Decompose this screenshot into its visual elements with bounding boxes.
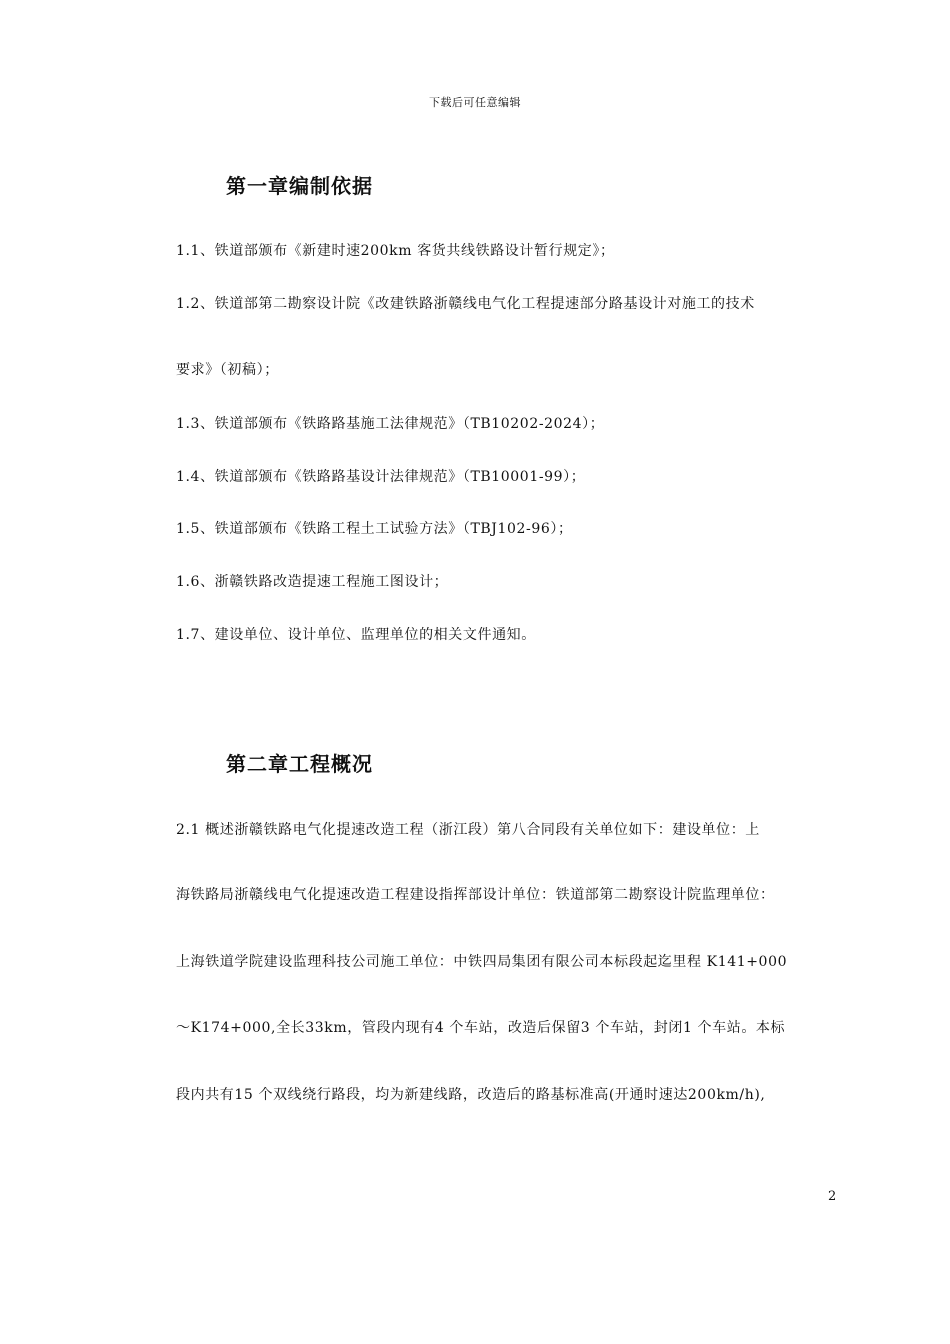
chapter-2-line-5: 段内共有15 个双线绕行路段，均为新建线路，改造后的路基标准高(开通时速达200km/h),: [176, 1087, 766, 1103]
chapter-1-title: 第一章编制依据: [226, 174, 373, 198]
header-note: 下载后可任意编辑: [429, 96, 521, 109]
chapter-1-item-1: 1.1、铁道部颁布《新建时速200km 客货共线铁路设计暂行规定》；: [176, 243, 615, 259]
chapter-1-item-5: 1.5、铁道部颁布《铁路工程土工试验方法》（TBJ102-96）；: [176, 521, 573, 537]
chapter-2-line-3: 上海铁道学院建设监理科技公司施工单位：中铁四局集团有限公司本标段起迄里程 K141+000: [176, 954, 788, 970]
chapter-1-item-7: 1.7、建设单位、设计单位、监理单位的相关文件通知。: [176, 627, 536, 643]
page-number: 2: [828, 1189, 837, 1204]
chapter-1-item-2-continued: 要求》（初稿）；: [176, 362, 279, 378]
chapter-1-item-4: 1.4、铁道部颁布《铁路路基设计法律规范》（TB10001-99）；: [176, 469, 586, 485]
chapter-2-title: 第二章工程概况: [226, 752, 373, 776]
chapter-1-item-6: 1.6、浙赣铁路改造提速工程施工图设计；: [176, 574, 449, 590]
chapter-2-line-1: 2.1 概述浙赣铁路电气化提速改造工程（浙江段）第八合同段有关单位如下：建设单位：上: [176, 822, 760, 838]
chapter-1-item-2: 1.2、铁道部第二勘察设计院《改建铁路浙赣线电气化工程提速部分路基设计对施工的技术: [176, 296, 755, 312]
chapter-2-line-4: ～K174+000,全长33km，管段内现有4 个车站，改造后保留3 个车站，封闭1 个车站。本标: [176, 1020, 786, 1036]
chapter-1-item-3: 1.3、铁道部颁布《铁路路基施工法律规范》（TB10202-2024）；: [176, 416, 605, 432]
chapter-2-line-2: 海铁路局浙赣线电气化提速改造工程建设指挥部设计单位：铁道部第二勘察设计院监理单位：: [176, 887, 775, 903]
